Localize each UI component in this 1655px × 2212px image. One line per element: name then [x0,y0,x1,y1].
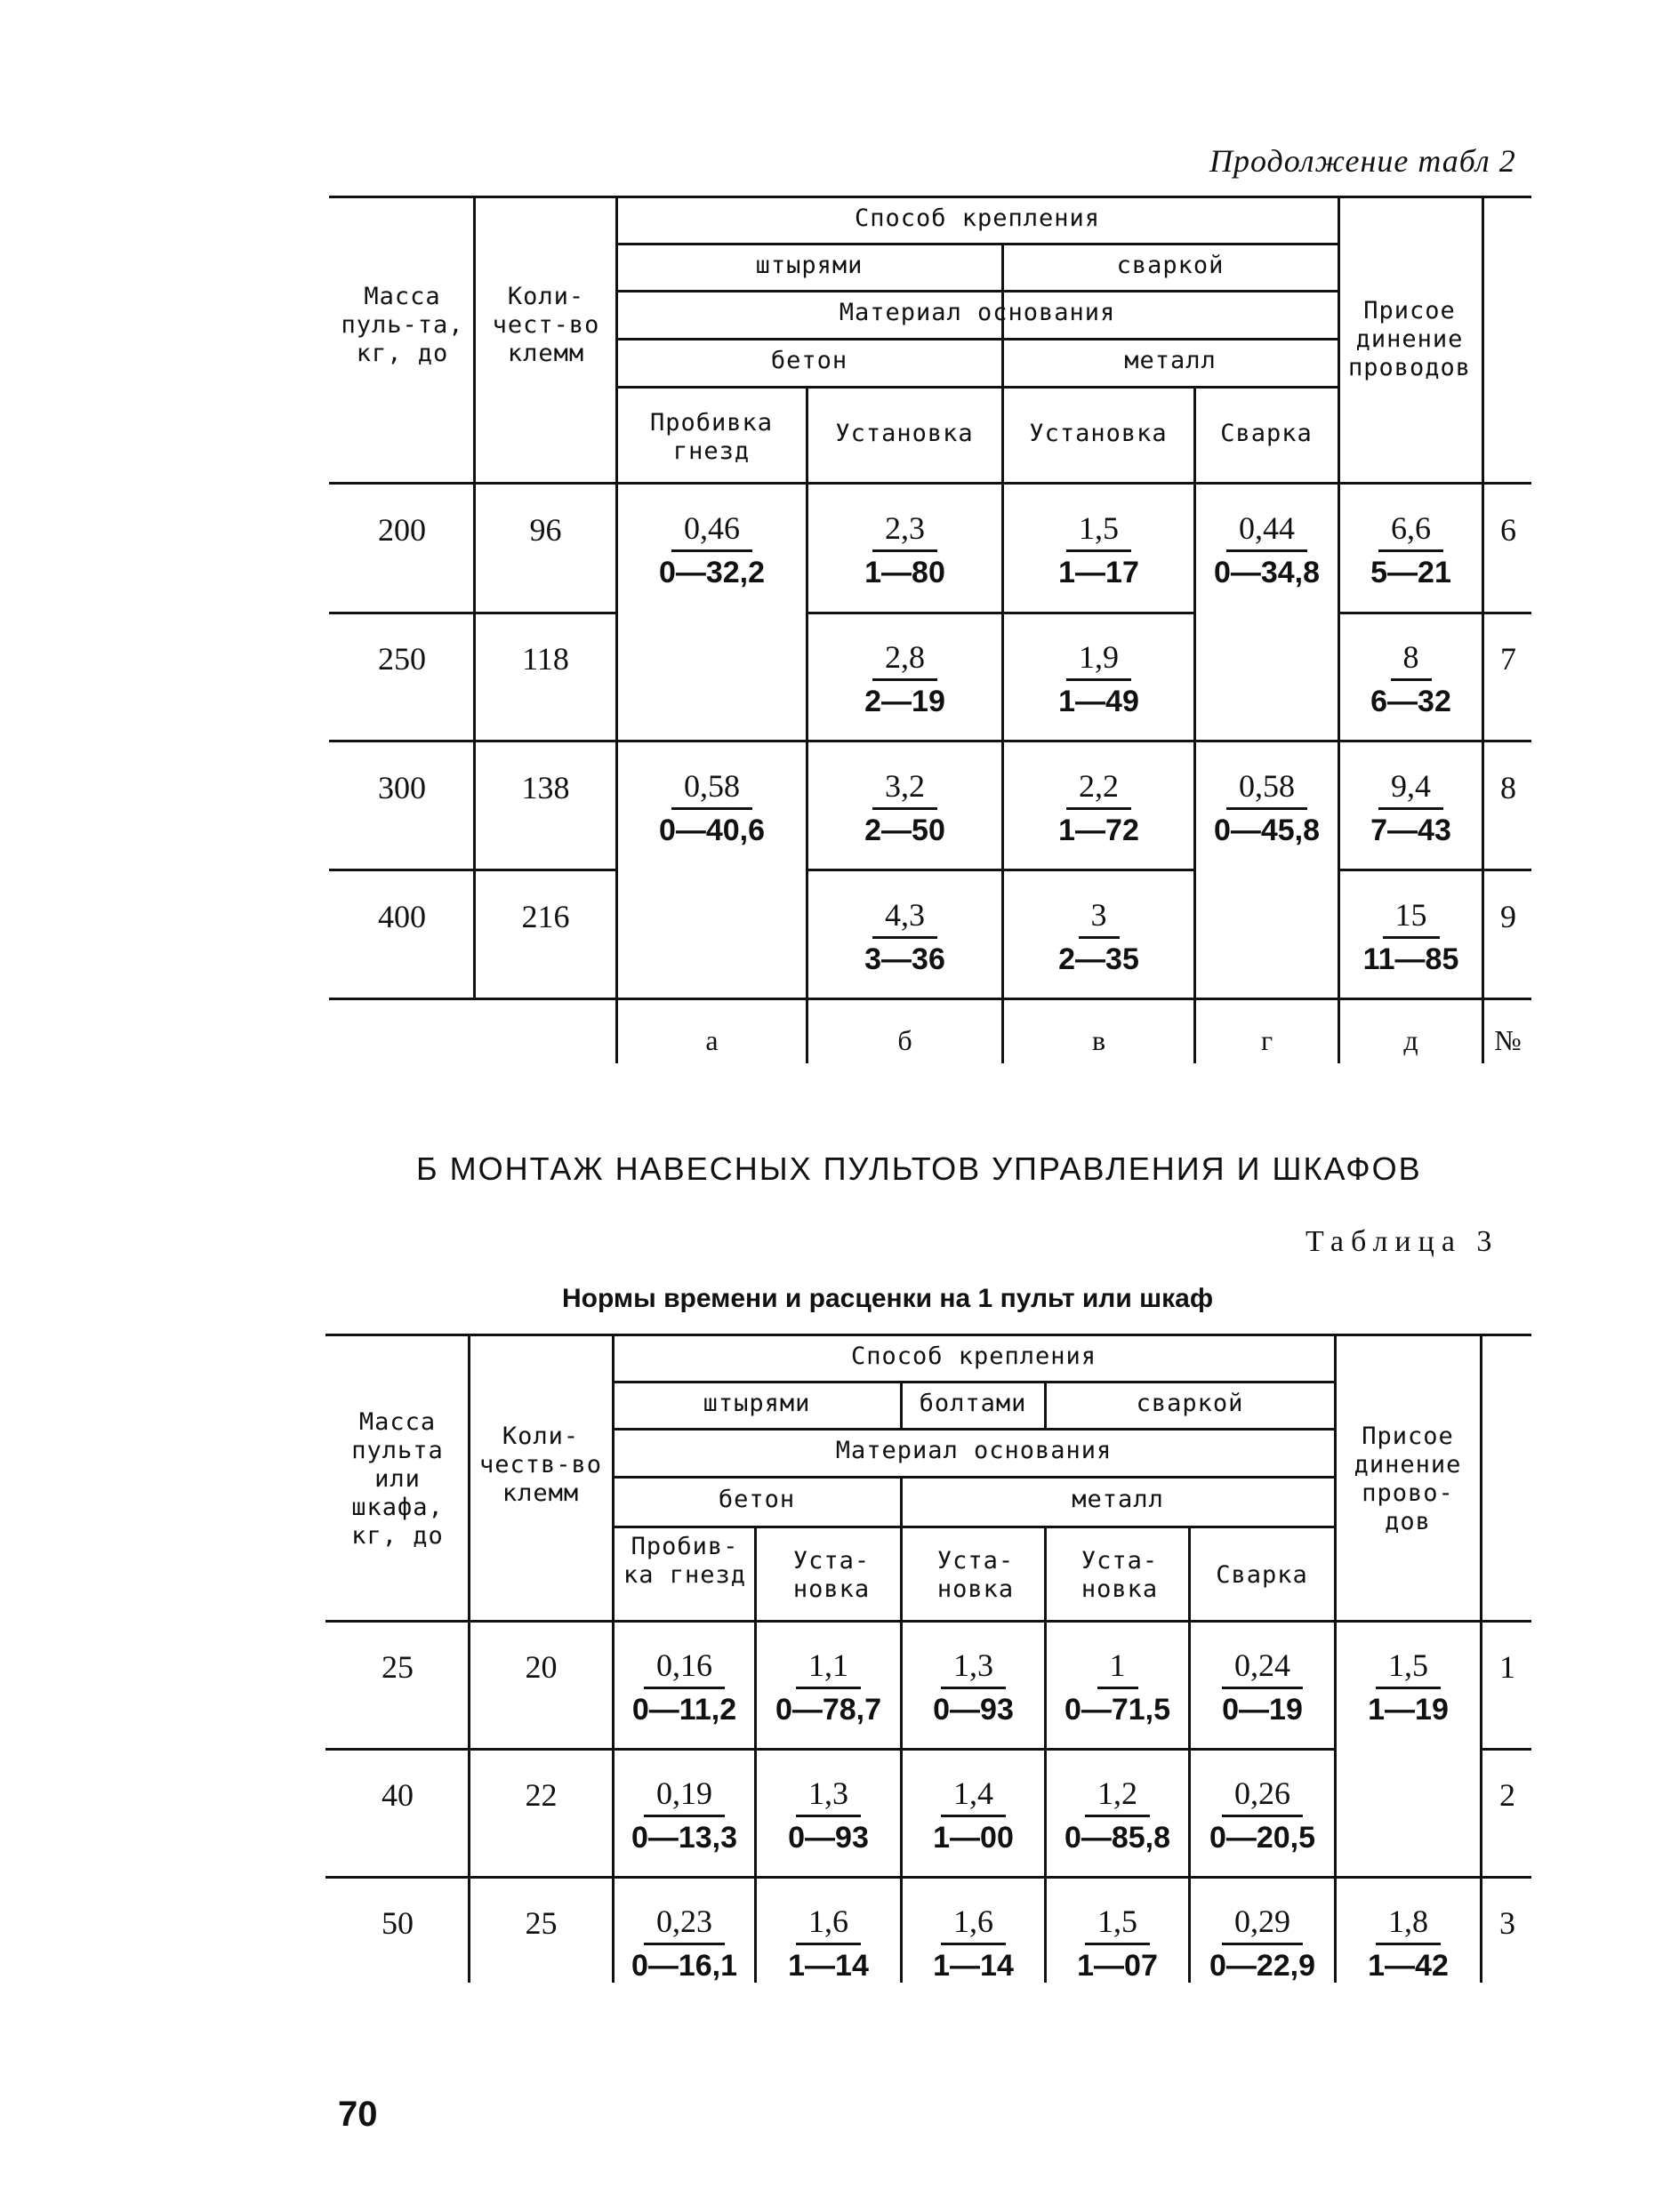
header-install-1: Установка [835,420,974,447]
row-number: 8 [1500,770,1516,805]
rule [1482,196,1484,1063]
norm-cell: $\frac{8}{6—32}$ [1370,639,1451,718]
norm-cell: $\frac{6,6}{5—21}$ [1370,510,1451,589]
page-number: 70 [338,2095,378,2134]
norm-cell: $\frac{1,5}{1—17}$ [1058,510,1139,589]
header-weld: сваркой [1116,252,1225,279]
norm-cell: $\frac{0,29}{0—22,9}$ [1209,1903,1316,1983]
rule [1480,1334,1482,1983]
norm-cell: $\frac{1,3}{0—93}$ [933,1647,1014,1727]
header-install-1: Уста-новка [792,1547,871,1603]
rule [1480,1748,1531,1751]
mass-cell: 400 [378,899,426,934]
header-weld: сваркой [1136,1390,1244,1417]
norm-cell: $\frac{3,2}{2—50}$ [864,768,945,847]
header-metal: металл [1124,347,1217,374]
header-metal: металл [1072,1486,1164,1513]
header-install-2: Уста-новка [936,1547,1015,1603]
norm-cell: $\frac{1,5}{1—07}$ [1077,1903,1158,1983]
header-weld-col: Сварка [1216,1561,1308,1589]
column-letter: б [897,1024,912,1056]
mass-cell: 300 [378,770,426,805]
column-letter: г [1260,1024,1273,1056]
clamps-cell: 138 [521,770,570,805]
row-number: 3 [1499,1905,1515,1941]
mass-cell: 25 [382,1649,414,1685]
norm-cell: $\frac{0,19}{0—13,3}$ [631,1775,738,1855]
norm-cell: $\frac{1}{0—71,5}$ [1064,1647,1171,1727]
row-number: 6 [1500,512,1516,548]
norm-cell: $\frac{0,44}{0—34,8}$ [1213,510,1321,589]
rule [1338,869,1531,871]
header-pins: штырями [703,1390,811,1417]
norm-cell: $\frac{2,2}{1—72}$ [1058,768,1139,847]
header-base-material: Материал основания [835,1437,1113,1464]
rule [473,196,476,998]
column-letter: а [705,1024,719,1056]
header-punch: Пробивка гнезд [649,409,774,465]
header-mass: Масса пульта или шкафа, кг, до [351,1408,444,1550]
norm-cell: $\frac{9,4}{7—43}$ [1370,768,1451,847]
clamps-cell: 96 [529,512,562,548]
rule [329,196,1531,198]
rule [612,1381,1334,1383]
header-wires: Присое динение прово-дов [1354,1423,1462,1535]
rule [612,1428,1334,1431]
rule [325,1876,1531,1879]
rule [325,1334,1531,1336]
norm-cell: $\frac{1,4}{1—00}$ [933,1775,1014,1855]
norm-cell: $\frac{2,8}{2—19}$ [864,639,945,718]
norm-cell: $\frac{1,3}{0—93}$ [788,1775,869,1855]
mass-cell: 50 [382,1905,414,1941]
rule [329,869,615,871]
norm-cell: $\frac{0,23}{0—16,1}$ [631,1903,738,1983]
clamps-cell: 25 [525,1905,558,1941]
norm-cell: $\frac{1,1}{0—78,7}$ [775,1647,882,1727]
rule [615,386,1338,389]
clamps-cell: 216 [521,899,570,934]
norm-cell: $\frac{2,3}{1—80}$ [864,510,945,589]
row-number: 9 [1500,899,1516,934]
header-method: Способ крепления [850,1342,1097,1370]
norm-cell: $\frac{0,46}{0—32,2}$ [658,510,766,589]
header-wires: Присое динение проводов [1347,297,1472,381]
clamps-cell: 22 [525,1777,558,1813]
norm-cell: $\frac{0,58}{0—45,8}$ [1213,768,1321,847]
section-title: Б МОНТАЖ НАВЕСНЫХ ПУЛЬТОВ УПРАВЛЕНИЯ И ШКАФОВ [416,1150,1422,1187]
norm-cell: $\frac{1,9}{1—49}$ [1058,639,1139,718]
rule [329,482,1531,485]
rule [329,612,615,614]
header-punch: Пробив-ка гнезд [623,1533,747,1589]
norm-cell: $\frac{4,3}{3—36}$ [864,897,945,976]
clamps-cell: 118 [522,641,569,677]
header-install-3: Уста-новка [1081,1547,1159,1603]
mass-cell: 200 [378,512,426,548]
column-letter: № [1494,1024,1522,1056]
table-continuation-caption: Продолжение табл 2 [1209,143,1516,179]
rule [329,998,1531,1000]
norm-cell: $\frac{0,24}{0—19}$ [1222,1647,1303,1727]
rule [325,1748,1334,1751]
norm-cell: $\frac{1,6}{1—14}$ [788,1903,869,1983]
header-bolts: болтами [919,1390,1027,1417]
column-letter: д [1403,1024,1418,1056]
header-pins: штырями [755,252,864,279]
clamps-cell: 20 [525,1649,558,1685]
column-letter: в [1091,1024,1106,1056]
rule [329,740,1531,742]
row-number: 1 [1499,1649,1515,1685]
table-3-label: Таблица 3 [1306,1225,1499,1258]
norm-cell: $\frac{0,58}{0—40,6}$ [658,768,766,847]
norm-cell: $\frac{1,8}{1—42}$ [1368,1903,1449,1983]
rule [615,290,1338,293]
header-install-2: Установка [1029,420,1168,447]
norm-cell: $\frac{0,26}{0—20,5}$ [1209,1775,1316,1855]
header-clamps: Коли-честв-во клемм [478,1423,603,1507]
rule [1193,386,1196,1063]
row-number: 2 [1499,1777,1515,1813]
rule [806,869,1193,871]
rule [615,338,1338,341]
norm-cell: $\frac{0,16}{0—11,2}$ [631,1647,737,1727]
header-concrete: бетон [718,1486,796,1513]
row-number: 7 [1500,641,1516,677]
mass-cell: 250 [378,641,426,677]
rule [806,612,1193,614]
norm-cell: $\frac{1,6}{1—14}$ [933,1903,1014,1983]
norm-cell: $\frac{1,5}{1—19}$ [1368,1647,1449,1727]
header-concrete: бетон [770,347,848,374]
rule [1338,612,1531,614]
header-clamps: Коли-чест-во клемм [492,283,600,367]
rule [612,1526,1334,1528]
header-base-material: Материал основания [839,299,1116,326]
rule [612,1476,1334,1479]
rule [615,243,1338,245]
header-mass: Масса пуль-та, кг, до [341,283,464,367]
norm-cell: $\frac{1,2}{0—85,8}$ [1064,1775,1171,1855]
norm-cell: $\frac{15}{11—85}$ [1362,897,1459,976]
mass-cell: 40 [382,1777,414,1813]
header-weld-col: Сварка [1220,420,1313,447]
norm-cell: $\frac{3}{2—35}$ [1058,897,1139,976]
table-3-subtitle: Нормы времени и расценки на 1 пульт или шкаф [562,1284,1214,1313]
header-method: Способ крепления [854,204,1101,232]
rule [325,1620,1531,1623]
